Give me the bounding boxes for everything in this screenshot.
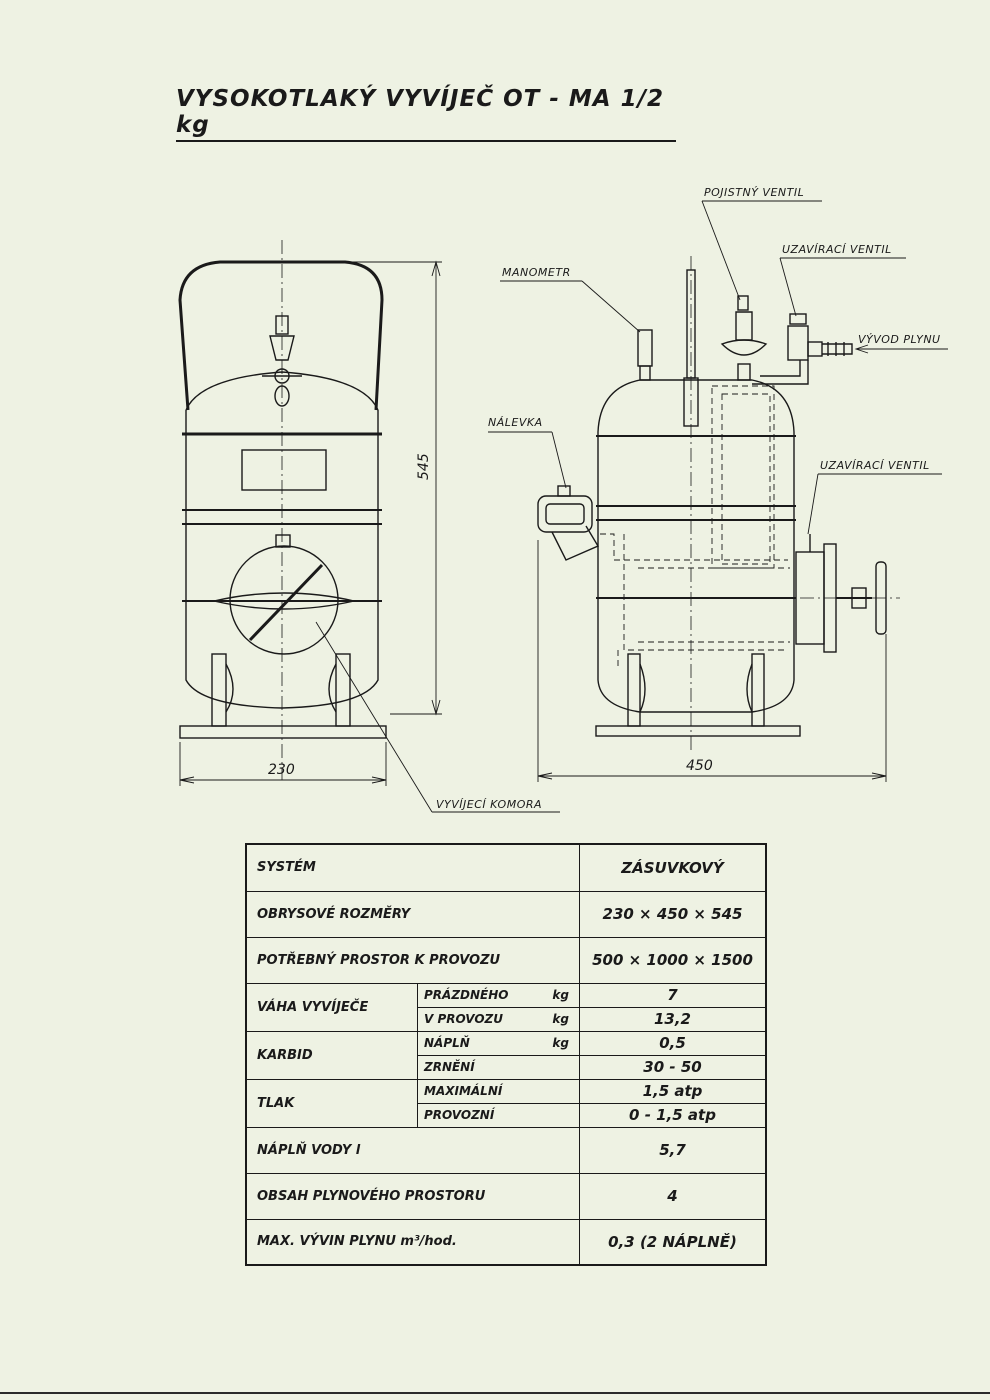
table-cell-sublabel: ZRNĚNÍ <box>418 1055 580 1079</box>
document-title: VYSOKOTLAKÝ VYVÍJEČ OT - MA 1/2 kg <box>176 86 676 142</box>
table-cell-label: KARBID <box>246 1031 418 1079</box>
label-uzaviraci-ventil-top: UZAVÍRACÍ VENTIL <box>782 243 892 256</box>
table-cell-label: POTŘEBNÝ PROSTOR K PROVOZU <box>246 937 580 983</box>
table-cell-label: VÁHA VYVÍJEČE <box>246 983 418 1031</box>
dimension-width-front: 230 <box>268 762 295 778</box>
table-cell-label: OBSAH PLYNOVÉHO PROSTORU <box>246 1173 580 1219</box>
table-cell-unit: kg <box>529 1031 580 1055</box>
table-cell-sublabel: PRÁZDNÉHO <box>418 983 530 1007</box>
table-row <box>246 1219 766 1265</box>
table-cell-value: 0,3 (2 NÁPLNĚ) <box>580 1219 767 1265</box>
table-cell-label: MAX. VÝVIN PLYNU m³/hod. <box>246 1219 580 1265</box>
table-cell-label: NÁPLŇ VODY l <box>246 1127 580 1173</box>
page-edge <box>0 1392 990 1394</box>
table-cell-sublabel: NÁPLŇ <box>418 1031 530 1055</box>
table-row <box>246 844 766 891</box>
table-cell-sublabel: V PROVOZU <box>418 1007 530 1031</box>
table-cell-value: 0,5 <box>580 1031 767 1055</box>
table-row <box>246 1031 766 1055</box>
table-row <box>246 1127 766 1173</box>
table-cell-value: 1,5 atp <box>580 1079 767 1103</box>
label-vyvod-plynu: VÝVOD PLYNU <box>858 333 941 346</box>
table-cell-value: 7 <box>580 983 767 1007</box>
table-cell-unit: kg <box>529 983 580 1007</box>
table-row <box>246 891 766 937</box>
table-row <box>246 1079 766 1103</box>
table-cell-value: 4 <box>580 1173 767 1219</box>
label-nalevka: NÁLEVKA <box>488 416 543 429</box>
table-cell-label: SYSTÉM <box>246 844 580 891</box>
table-cell-value: 230 × 450 × 545 <box>580 891 767 937</box>
table-cell-label: TLAK <box>246 1079 418 1127</box>
label-vyvijeci-komora: VYVÍJECÍ KOMORA <box>436 798 543 811</box>
table-row <box>246 983 766 1007</box>
table-cell-unit: kg <box>529 1007 580 1031</box>
table-cell-value: 30 - 50 <box>580 1055 767 1079</box>
table-cell-value: 500 × 1000 × 1500 <box>580 937 767 983</box>
table-cell-value: 5,7 <box>580 1127 767 1173</box>
table-row <box>246 937 766 983</box>
table-row <box>246 1173 766 1219</box>
table-cell-sublabel: PROVOZNÍ <box>418 1103 580 1127</box>
label-manometr: MANOMETR <box>502 266 571 279</box>
table-cell-value: 0 - 1,5 atp <box>580 1103 767 1127</box>
label-uzaviraci-ventil-side: UZAVÍRACÍ VENTIL <box>820 459 930 472</box>
dimension-width-side: 450 <box>686 758 713 774</box>
table-cell-value: ZÁSUVKOVÝ <box>580 844 767 891</box>
table-cell-label: OBRYSOVÉ ROZMĚRY <box>246 891 580 937</box>
specification-table <box>245 843 767 1266</box>
dimension-height: 545 <box>416 453 432 480</box>
side-view <box>488 201 948 782</box>
front-view <box>180 240 560 812</box>
label-pojistny-ventil: POJISTNÝ VENTIL <box>704 186 805 199</box>
table-cell-sublabel: MAXIMÁLNÍ <box>418 1079 580 1103</box>
table-cell-value: 13,2 <box>580 1007 767 1031</box>
